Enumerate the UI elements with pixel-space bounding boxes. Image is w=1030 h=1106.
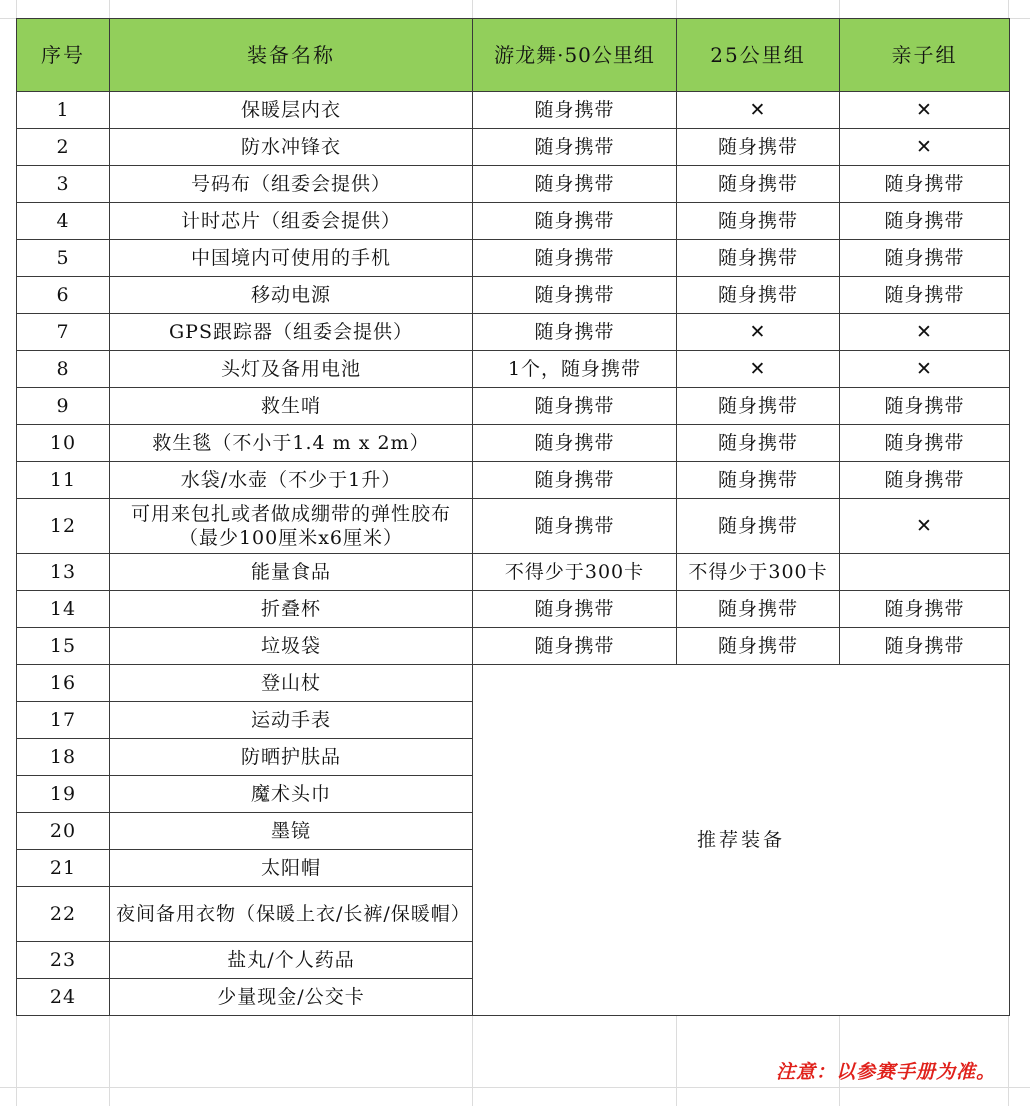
cell-family: ✕ [840,92,1010,129]
equipment-name: 移动电源 [110,277,473,314]
row-number: 15 [17,628,110,665]
cell-50km: 随身携带 [473,92,677,129]
cell-25km: 随身携带 [677,425,840,462]
cell-family: 随身携带 [840,166,1010,203]
row-number: 3 [17,166,110,203]
cell-25km: 不得少于300卡 [677,554,840,591]
cell-family: ✕ [840,129,1010,166]
cell-family: 随身携带 [840,388,1010,425]
cell-50km: 1个，随身携带 [473,351,677,388]
table-row [17,240,1010,277]
equipment-name: 救生哨 [110,388,473,425]
cell-50km: 随身携带 [473,166,677,203]
cell-family: 随身携带 [840,277,1010,314]
row-number: 5 [17,240,110,277]
row-number: 22 [17,887,110,942]
row-number: 9 [17,388,110,425]
row-number: 21 [17,850,110,887]
equipment-name: GPS跟踪器（组委会提供） [110,314,473,351]
row-number: 16 [17,665,110,702]
equipment-name: 魔术头巾 [110,776,473,813]
recommended-equipment-label: 推荐装备 [473,665,1010,1016]
row-number: 1 [17,92,110,129]
row-number: 14 [17,591,110,628]
row-number: 4 [17,203,110,240]
table-row [17,425,1010,462]
equipment-table [16,18,1010,1016]
cell-50km: 随身携带 [473,628,677,665]
row-number: 7 [17,314,110,351]
row-number: 13 [17,554,110,591]
cell-50km: 随身携带 [473,314,677,351]
cell-family [840,554,1010,591]
row-number: 8 [17,351,110,388]
equipment-name: 夜间备用衣物（保暖上衣/长裤/保暖帽） [110,887,473,942]
cell-50km: 随身携带 [473,277,677,314]
cell-25km: 随身携带 [677,462,840,499]
cell-50km: 随身携带 [473,591,677,628]
equipment-name: 水袋/水壶（不少于1升） [110,462,473,499]
row-number: 23 [17,942,110,979]
header-name: 装备名称 [110,19,473,92]
table-row [17,314,1010,351]
cell-25km: 随身携带 [677,499,840,554]
cell-25km: 随身携带 [677,203,840,240]
table-row [17,92,1010,129]
cell-50km: 随身携带 [473,203,677,240]
cell-family: 随身携带 [840,203,1010,240]
sheet-gridline [0,1087,1030,1088]
table-row [17,499,1010,554]
equipment-name: 防晒护肤品 [110,739,473,776]
row-number: 11 [17,462,110,499]
table-row [17,351,1010,388]
cell-25km: 随身携带 [677,628,840,665]
row-number: 17 [17,702,110,739]
header-family-group: 亲子组 [840,19,1010,92]
cell-50km: 随身携带 [473,129,677,166]
table-row [17,591,1010,628]
cell-50km: 随身携带 [473,425,677,462]
equipment-name: 头灯及备用电池 [110,351,473,388]
table-header-row [17,19,1010,92]
cell-25km: 随身携带 [677,277,840,314]
cell-25km: ✕ [677,351,840,388]
cell-family: 随身携带 [840,591,1010,628]
cell-25km: 随身携带 [677,591,840,628]
cell-family: ✕ [840,314,1010,351]
row-number: 2 [17,129,110,166]
cell-family: 随身携带 [840,240,1010,277]
cell-50km: 随身携带 [473,388,677,425]
header-seq: 序号 [17,19,110,92]
equipment-name: 墨镜 [110,813,473,850]
cell-25km: ✕ [677,314,840,351]
table-row [17,628,1010,665]
equipment-name: 太阳帽 [110,850,473,887]
footnote: 注意：以参赛手册为准。 [775,1061,996,1083]
equipment-name: 计时芯片（组委会提供） [110,203,473,240]
row-number: 10 [17,425,110,462]
cell-25km: ✕ [677,92,840,129]
equipment-name: 号码布（组委会提供） [110,166,473,203]
row-number: 20 [17,813,110,850]
equipment-name: 运动手表 [110,702,473,739]
equipment-name: 折叠杯 [110,591,473,628]
equipment-name: 中国境内可使用的手机 [110,240,473,277]
row-number: 18 [17,739,110,776]
equipment-name: 防水冲锋衣 [110,129,473,166]
header-25km-group: 25公里组 [677,19,840,92]
row-number: 24 [17,979,110,1016]
equipment-name: 救生毯（不小于1.4 m x 2m） [110,425,473,462]
row-number: 12 [17,499,110,554]
table-row [17,203,1010,240]
table-row [17,665,1010,702]
equipment-name: 能量食品 [110,554,473,591]
table-row [17,277,1010,314]
equipment-name: 登山杖 [110,665,473,702]
equipment-name: 可用来包扎或者做成绷带的弹性胶布（最少100厘米x6厘米） [110,499,473,554]
cell-50km: 随身携带 [473,462,677,499]
table-row [17,166,1010,203]
equipment-name: 少量现金/公交卡 [110,979,473,1016]
cell-family: 随身携带 [840,425,1010,462]
row-number: 19 [17,776,110,813]
cell-family: 随身携带 [840,628,1010,665]
table-row [17,129,1010,166]
cell-25km: 随身携带 [677,388,840,425]
table-row [17,554,1010,591]
cell-family: 随身携带 [840,462,1010,499]
table-row [17,388,1010,425]
equipment-name: 盐丸/个人药品 [110,942,473,979]
cell-50km: 不得少于300卡 [473,554,677,591]
table-row [17,462,1010,499]
equipment-name: 保暖层内衣 [110,92,473,129]
cell-family: ✕ [840,351,1010,388]
cell-25km: 随身携带 [677,240,840,277]
cell-50km: 随身携带 [473,240,677,277]
equipment-name: 垃圾袋 [110,628,473,665]
row-number: 6 [17,277,110,314]
header-50km-group: 游龙舞·50公里组 [473,19,677,92]
cell-25km: 随身携带 [677,129,840,166]
cell-50km: 随身携带 [473,499,677,554]
cell-family: ✕ [840,499,1010,554]
cell-25km: 随身携带 [677,166,840,203]
